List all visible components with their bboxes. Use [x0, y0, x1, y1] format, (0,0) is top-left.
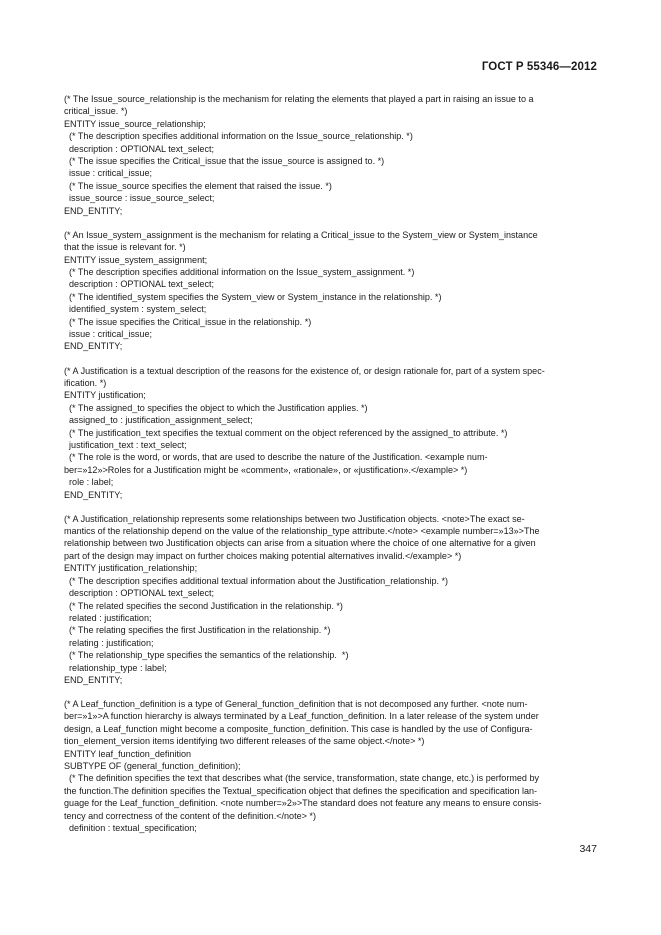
text-line: (* The issue specifies the Critical_issue in the relationship. *) [64, 316, 312, 327]
text-line: identified_system : system_select; [64, 304, 207, 315]
entity-block [64, 365, 599, 501]
text-line: (* The description specifies additional information on the Issue_system_assignment. *) [64, 266, 415, 277]
text-line: (* The description specifies additional textual information about the Justification_relationship. *) [64, 575, 449, 586]
text-line: description : OPTIONAL text_select; [64, 588, 215, 599]
text-line: description : OPTIONAL text_select; [64, 279, 215, 290]
text-line: ENTITY issue_source_relationship; [64, 118, 206, 129]
text-line: the function.The definition specifies the Textual_specification object that defines the specification and specification lan- [64, 785, 538, 796]
text-line: issue : critical_issue; [64, 168, 152, 179]
text-line: that the issue is relevant for. *) [64, 242, 186, 253]
entity-block [64, 93, 599, 217]
entity-block [64, 229, 599, 353]
text-line: relationship between two Justification objects can arise from a situation where the choice of one alternative for a given [64, 538, 536, 549]
text-line: (* The description specifies additional information on the Issue_source_relationship. *) [64, 131, 413, 142]
text-line: description : OPTIONAL text_select; [64, 143, 215, 154]
text-line: tency and correctness of the content of the definition.</note> *) [64, 810, 316, 821]
text-line: critical_issue. *) [64, 106, 128, 117]
text-line: (* An Issue_system_assignment is the mechanism for relating a Critical_issue to the System_view or System_instance [64, 229, 538, 240]
text-line: related : justification; [64, 612, 152, 623]
text-line: SUBTYPE OF (general_function_definition); [64, 761, 241, 772]
text-line: mantics of the relationship depend on the value of the relationship_type attribute.</note> <example number=»13»>The [64, 526, 540, 537]
text-line: (* The relating specifies the first Justification in the relationship. *) [64, 625, 331, 636]
document-body [64, 93, 599, 835]
text-line: relationship_type : label; [64, 662, 167, 673]
text-line: (* The related specifies the second Justification in the relationship. *) [64, 600, 343, 611]
text-line: issue_source : issue_source_select; [64, 193, 215, 204]
text-line: (* A Leaf_function_definition is a type of General_function_definition that is not decomposed any further. <note num- [64, 699, 528, 710]
text-line: (* The justification_text specifies the textual comment on the object referenced by the assigned_to attribute. *) [64, 427, 508, 438]
text-line: ENTITY justification_relationship; [64, 563, 198, 574]
text-line: (* The relationship_type specifies the semantics of the relationship. *) [64, 650, 349, 661]
standard-designation: ГОСТ Р 55346—2012 [481, 61, 597, 73]
text-line: assigned_to : justification_assignment_select; [64, 415, 253, 426]
text-line: (* The identified_system specifies the System_view or System_instance in the relationship. *) [64, 291, 442, 302]
text-line: END_ENTITY; [64, 341, 123, 352]
text-line: (* The definition specifies the text that describes what (the service, transformation, state change, etc.) is performed by [64, 773, 540, 784]
text-line: relating : justification; [64, 637, 154, 648]
text-line: (* The role is the word, or words, that are used to describe the nature of the Justification. <example num- [64, 452, 488, 463]
text-line: ENTITY leaf_function_definition [64, 748, 192, 759]
page-number: 347 [579, 843, 597, 855]
text-line: (* The issue specifies the Critical_issue that the issue_source is assigned to. *) [64, 156, 385, 167]
text-line: (* The issue_source specifies the element that raised the issue. *) [64, 180, 332, 191]
paragraph-gap [64, 217, 599, 229]
text-line: guage for the Leaf_function_definition. <note number=»2»>The standard does not feature any means to ensure consis- [64, 798, 542, 809]
text-line: ber=»12»>Roles for a Justification might be «comment», «rationale», or «justification».</example> *) [64, 464, 468, 475]
text-line: END_ENTITY; [64, 489, 123, 500]
text-line: tion_element_version items identifying two different releases of the same object.</note> *) [64, 736, 425, 747]
text-line: justification_text : text_select; [64, 439, 187, 450]
text-line: (* A Justification is a textual description of the reasons for the existence of, or design rationale for, part of a system spec- [64, 365, 545, 376]
paragraph-gap [64, 686, 599, 698]
text-line: definition : textual_specification; [64, 823, 197, 834]
text-line: issue : critical_issue; [64, 329, 152, 339]
text-line: END_ENTITY; [64, 205, 123, 216]
text-line: (* A Justification_relationship represents some relationships between two Justification objects. <note>The exact se- [64, 513, 525, 524]
paragraph-gap [64, 501, 599, 513]
entity-block [64, 513, 599, 687]
paragraph-gap [64, 353, 599, 365]
text-line: ification. *) [64, 377, 107, 388]
text-line: part of the design may impact on further choices making potential alternatives invalid.</example> *) [64, 550, 462, 561]
text-line: design, a Leaf_function might become a composite_function_definition. This case is handled by the use of Configura- [64, 723, 533, 734]
text-line: END_ENTITY; [64, 674, 123, 685]
text-line: ber=»1»>A function hierarchy is always terminated by a Leaf_function_definition. In a later release of the system under [64, 711, 539, 722]
entity-block [64, 698, 599, 834]
text-line: role : label; [64, 477, 114, 488]
text-line: ENTITY issue_system_assignment; [64, 254, 208, 265]
text-line: ENTITY justification; [64, 390, 146, 401]
text-line: (* The assigned_to specifies the object to which the Justification applies. *) [64, 402, 368, 413]
text-line: (* The Issue_source_relationship is the mechanism for relating the elements that played a part in raising an issue to a [64, 94, 534, 104]
